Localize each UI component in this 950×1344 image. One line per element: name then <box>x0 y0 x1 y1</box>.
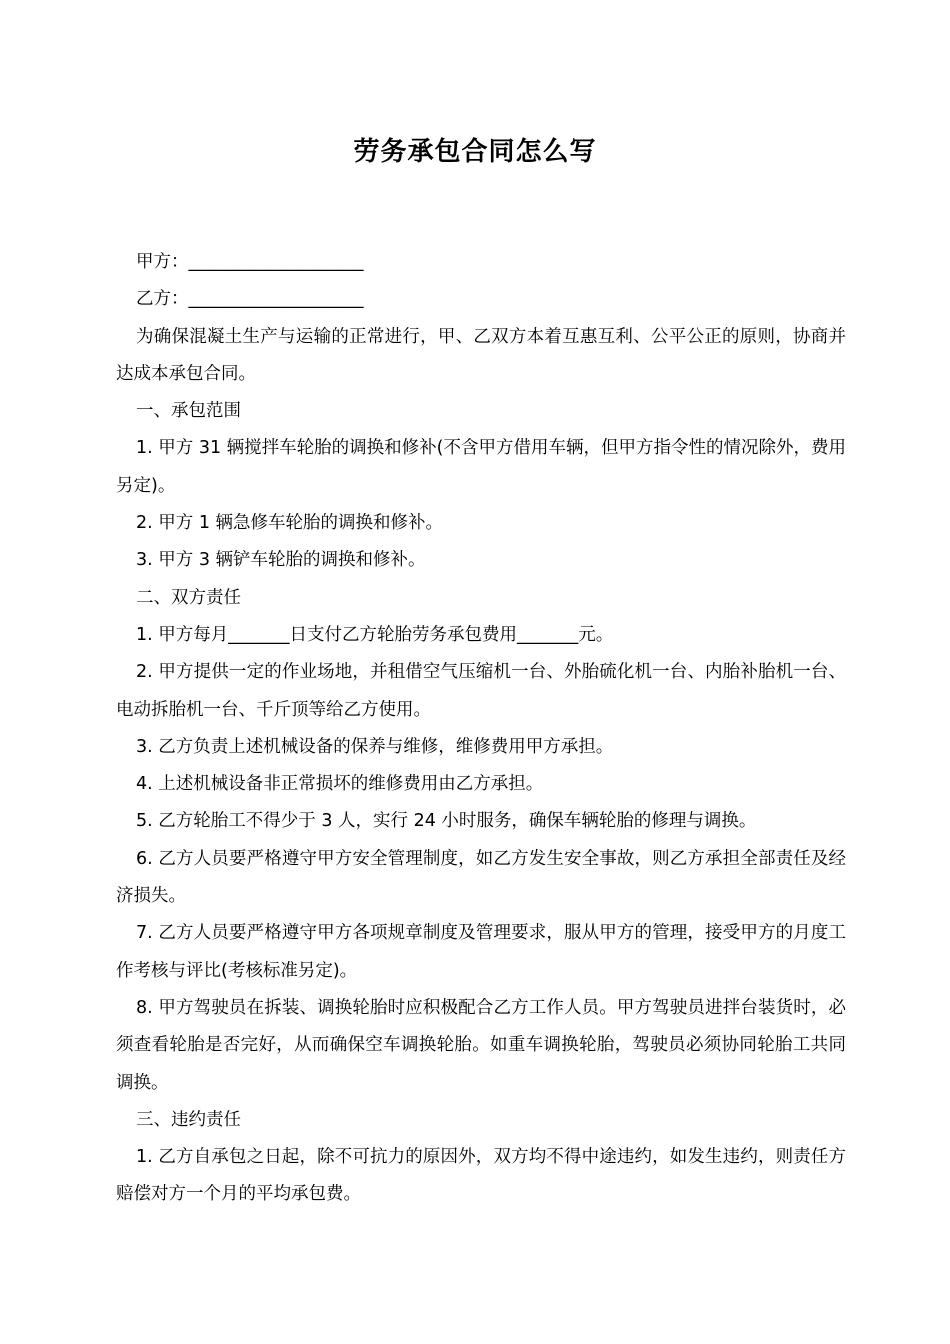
section-heading-responsibilities: 二、双方责任 <box>136 587 241 608</box>
responsibility-item-8: 8. 甲方驾驶员在拆装、调换轮胎时应积极配合乙方工作人员。甲方驾驶员进拌台装货时，必须查看轮胎是否完好，从而确保空车调换轮胎。如重车调换轮胎，驾驶员必须协同轮胎工共同调换。 <box>116 997 846 1093</box>
responsibility-item-1: 1. 甲方每月_______日支付乙方轮胎劳务承包费用_______元。 <box>136 624 614 645</box>
responsibility-item-3: 3. 乙方负责上述机械设备的保养与维修，维修费用甲方承担。 <box>136 736 614 757</box>
breach-item-1: 1. 乙方自承包之日起，除不可抗力的原因外，双方均不得中途违约，如发生违约，则责任方赔偿对方一个月的平均承包费。 <box>116 1147 846 1205</box>
scope-item-3: 3. 甲方 3 辆铲车轮胎的调换和修补。 <box>136 550 426 571</box>
preamble-paragraph: 为确保混凝土生产与运输的正常进行，甲、乙双方本着互惠互利、公平公正的原则，协商并达成本承包合同。 <box>116 326 846 384</box>
section-heading-scope: 一、承包范围 <box>136 401 241 422</box>
responsibility-item-7: 7. 乙方人员要严格遵守甲方各项规章制度及管理要求，服从甲方的管理，接受甲方的月度工作考核与评比(考核标准另定)。 <box>116 923 846 981</box>
responsibility-item-2: 2. 甲方提供一定的作业场地，并租借空气压缩机一台、外胎硫化机一台、内胎补胎机一台、电动拆胎机一台、千斤顶等给乙方使用。 <box>116 662 846 720</box>
section-heading-breach: 三、违约责任 <box>136 1109 241 1130</box>
scope-item-2: 2. 甲方 1 辆急修车轮胎的调换和修补。 <box>136 513 444 534</box>
document-title: 劳务承包合同怎么写 <box>353 137 597 167</box>
scope-item-1: 1. 甲方 31 辆搅拌车轮胎的调换和修补(不含甲方借用车辆，但甲方指令性的情况除外，费用另定)。 <box>116 438 846 496</box>
party-b-line: 乙方：____________________ <box>136 289 364 310</box>
responsibility-item-4: 4. 上述机械设备非正常损坏的维修费用由乙方承担。 <box>136 774 544 795</box>
responsibility-item-6: 6. 乙方人员要严格遵守甲方安全管理制度，如乙方发生安全事故，则乙方承担全部责任及经济损失。 <box>116 848 846 907</box>
document-body <box>116 244 846 1214</box>
responsibility-item-5: 5. 乙方轮胎工不得少于 3 人，实行 24 小时服务，确保车辆轮胎的修理与调换。 <box>136 811 757 832</box>
party-a-line: 甲方：____________________ <box>136 252 364 272</box>
